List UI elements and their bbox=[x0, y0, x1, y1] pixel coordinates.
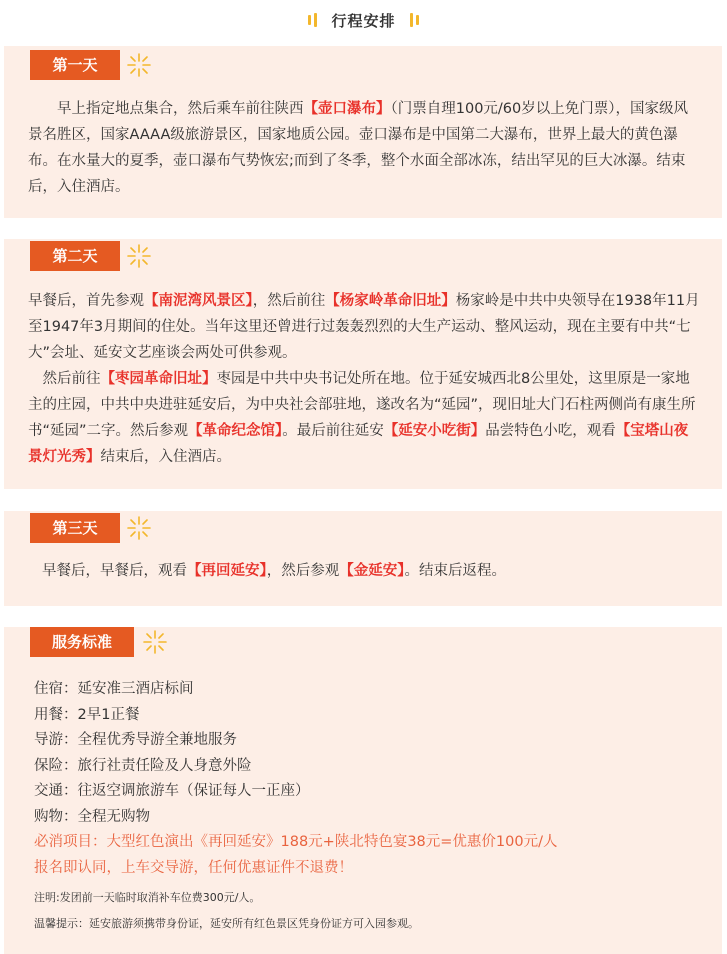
day2-paragraph-2 bbox=[28, 366, 702, 470]
day1-tag: 第一天 bbox=[30, 50, 120, 80]
warm-tip: 温馨提示：延安旅游须携带身份证，延安所有红色景区凭身份证方可入园参观。 bbox=[34, 917, 419, 930]
day2-text: 早餐后，首先参观 bbox=[28, 293, 144, 309]
service-section bbox=[4, 627, 722, 954]
sparkle-icon bbox=[126, 52, 152, 78]
spot-snack-street: 【延安小吃街】 bbox=[383, 423, 486, 439]
sparkle-icon bbox=[126, 243, 152, 269]
day2-text: 枣园是中共中央书记处所在地。位于延安城西北8公里处，这里原是一家地主的庄园，中共中央进驻延安后，为中央社会部驻地，遂改名为“延园”，现旧址大门石柱两侧尚有康生所书“延园”二字。然后参观 bbox=[28, 371, 696, 439]
sparkle-icon bbox=[126, 515, 152, 541]
cancellation-note: 注明:发团前一天临时取消补车位费300元/人。 bbox=[34, 891, 261, 904]
day2-paragraph-1 bbox=[28, 288, 702, 366]
itinerary-header bbox=[0, 0, 727, 40]
service-tag: 服务标准 bbox=[30, 627, 134, 657]
day2-text: ，然后前往 bbox=[252, 293, 326, 309]
service-guide: 导游：全程优秀导游全兼地服务 bbox=[34, 732, 237, 748]
right-bars-decoration bbox=[410, 13, 419, 27]
service-refund-notice: 报名即认同，上车交导游，任何优惠证件不退费！ bbox=[34, 859, 353, 876]
day2-tag: 第二天 bbox=[30, 241, 120, 271]
day1-text: 早上指定地点集合，然后乘车前往陕西 bbox=[57, 101, 304, 117]
service-meals: 用餐：2早1正餐 bbox=[34, 706, 140, 723]
day3-section bbox=[4, 511, 722, 606]
day3-text: 。结束后返程。 bbox=[404, 563, 506, 579]
day2-text: 结束后，入住酒店。 bbox=[100, 449, 231, 465]
day3-text: 早餐后，早餐后，观看 bbox=[42, 563, 187, 579]
left-bars-decoration bbox=[308, 13, 317, 27]
day1-paragraph bbox=[28, 96, 700, 200]
page-title: 行程安排 bbox=[331, 11, 396, 30]
spot-zaoyuan: 【枣园革命旧址】 bbox=[100, 371, 217, 387]
spot-nanniwan: 【南泥湾风景区】 bbox=[144, 293, 253, 309]
service-accommodation: 住宿：延安准三酒店标间 bbox=[34, 681, 194, 697]
day1-section bbox=[4, 46, 722, 218]
day2-section bbox=[4, 239, 722, 489]
spot-yangjialing: 【杨家岭革命旧址】 bbox=[325, 293, 456, 309]
day3-paragraph bbox=[42, 558, 702, 584]
day3-tag: 第三天 bbox=[30, 513, 120, 543]
spot-baota-light-show: 【宝塔山夜景灯光秀】 bbox=[28, 423, 689, 465]
spot-zaihui-yanan: 【再回延安】 bbox=[187, 563, 267, 579]
spot-hukou-waterfall: 【壶口瀑布】 bbox=[303, 101, 391, 117]
service-insurance: 保险：旅行社责任险及人身意外险 bbox=[34, 757, 252, 774]
day1-text-cont: （门票自理100元/60岁以上免门票），国家级风景名胜区，国家AAAA级旅游景区，国家地质公园。壶口瀑布是中国第二大瀑布，世界上最大的黄色瀑布。在水量大的夏季，壶口瀑布气势恢宏;而到了冬季，整个水面全部冰冻，结出罕见的巨大冰瀑。结束后，入住酒店。 bbox=[28, 101, 689, 195]
service-mandatory-items: 必消项目：大型红色演出《再回延安》188元+陕北特色宴38元=优惠价100元/人 bbox=[34, 834, 558, 850]
service-shopping: 购物：全程无购物 bbox=[34, 808, 150, 825]
day3-text: ，然后参观 bbox=[266, 563, 340, 579]
spot-revolution-museum: 【革命纪念馆】 bbox=[188, 423, 283, 439]
sparkle-icon bbox=[142, 629, 168, 655]
spot-jin-yanan: 【金延安】 bbox=[339, 563, 405, 579]
day2-text: 然后前往 bbox=[42, 371, 101, 387]
day2-text: 品尝特色小吃，观看 bbox=[485, 423, 616, 439]
day2-text: 杨家岭是中共中央领导在1938年11月至1947年3月期间的住处。当年这里还曾进行过轰轰烈烈的大生产运动、整风运动，现在主要有中共“七大”会址、延安文艺座谈会两处可供参观。 bbox=[28, 293, 700, 361]
day2-text: 。最后前往延安 bbox=[282, 423, 384, 439]
service-transport: 交通：往返空调旅游车（保证每人一正座） bbox=[34, 783, 310, 799]
service-list bbox=[34, 677, 557, 881]
